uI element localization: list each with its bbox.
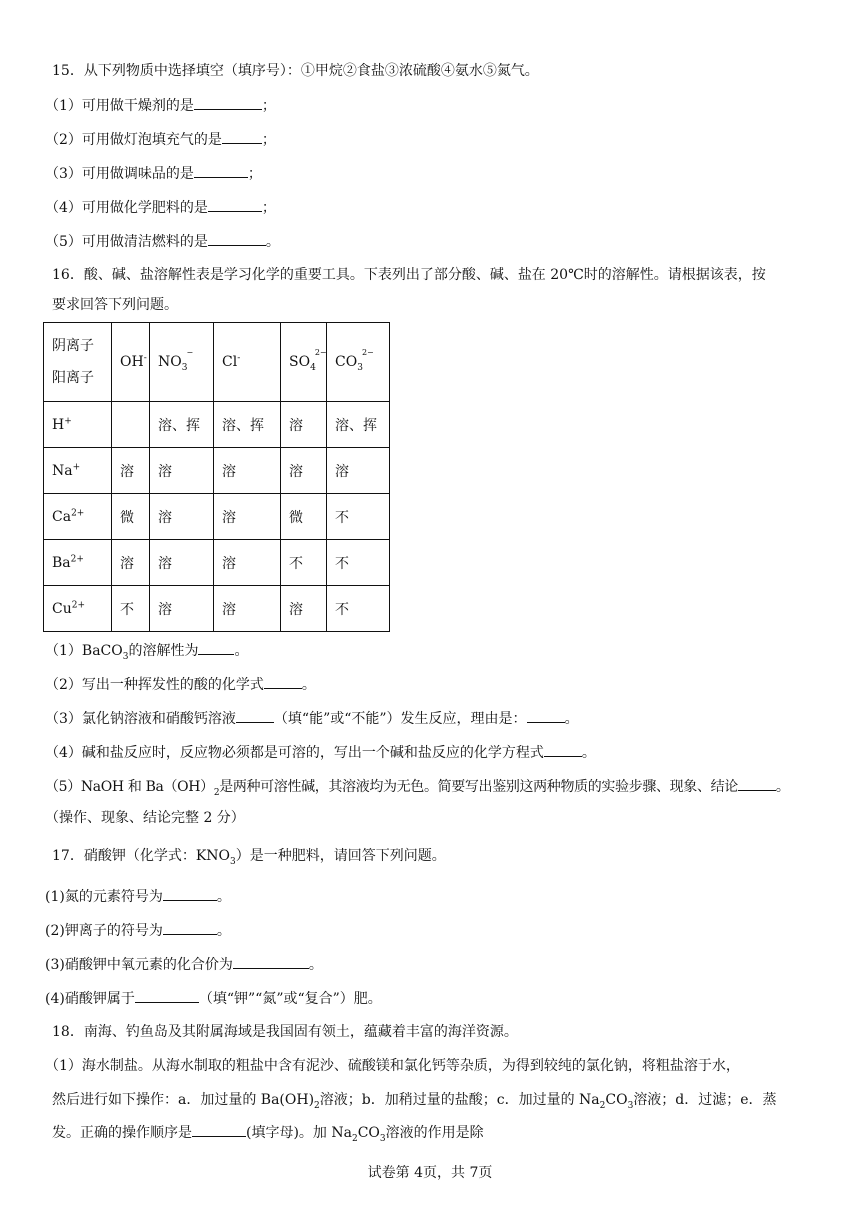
table-cell: 不 [327,586,390,632]
cation-cell: $Ba^{2+}$ [44,540,112,586]
q15-sub5: （5）可用做清洁燃料的是 。 [45,231,280,252]
q16-stem-line1: 16．酸、碱、盐溶解性表是学习化学的重要工具。下表列出了部分酸、碱、盐在 20℃时的溶解性。请根据该表，按 [52,267,766,283]
answer-blank[interactable] [163,886,217,901]
table-cell: 溶 [281,402,327,448]
table-cell: 不 [112,586,150,632]
table-cell: 溶 [112,448,150,494]
table-row [44,448,390,494]
solubility-table [43,322,390,632]
table-cell: 不 [327,540,390,586]
table-cell: 溶 [150,494,214,540]
q17-sub3: (3)硝酸钾中氧元素的化合价为 。 [45,954,323,975]
page-footer: 试卷第 4页，共 7页 [367,1165,493,1181]
table-cell: 溶 [150,448,214,494]
q16-sub3: （3）氯化钠溶液和硝酸钙溶液 （填“能”或“不能”）发生反应，理由是： 。 [45,708,579,729]
answer-blank[interactable] [194,163,248,178]
answer-blank[interactable] [163,920,217,935]
table-cell: 溶 [214,494,281,540]
q15-sub1: （1）可用做干燥剂的是 ； [45,95,276,116]
anion-cl: Cl- [214,323,281,402]
cation-cell: H+ [44,402,112,448]
table-cell [112,402,150,448]
table-cell: 溶、挥 [327,402,390,448]
table-cell: 溶 [112,540,150,586]
table-cell: 溶 [214,448,281,494]
table-cell: 不 [281,540,327,586]
answer-blank[interactable] [264,674,302,689]
answer-blank[interactable] [192,1122,246,1137]
table-cell: 微 [112,494,150,540]
table-cell: 溶、挥 [214,402,281,448]
table-cell: 微 [281,494,327,540]
answer-blank[interactable] [236,708,274,723]
anion-no3: NO − $_3$ [150,323,214,402]
q16-sub1: （1）BaCO$_3$的溶解性为 。 [45,640,248,661]
q15-sub2: （2）可用做灯泡填充气的是 ； [45,129,276,150]
table-row [44,402,390,448]
table-cell: 溶 [150,540,214,586]
q17-sub4: (4)硝酸钾属于 （填“钾”“氮”或“复合”）肥。 [45,988,382,1009]
table-row [44,540,390,586]
table-cell: 溶 [214,540,281,586]
q16-sub4: （4）碱和盐反应时，反应物必须都是可溶的，写出一个碱和盐反应的化学方程式 。 [45,742,596,763]
q16-note: （操作、现象、结论完整 2 分） [45,810,245,826]
answer-blank[interactable] [198,640,234,655]
answer-blank[interactable] [194,95,262,110]
q17-sub2: (2)钾离子的符号为 。 [45,920,231,941]
answer-blank[interactable] [738,776,776,791]
q15-sub3: （3）可用做调味品的是 ； [45,163,262,184]
answer-blank[interactable] [527,708,565,723]
table-corner-cell: 阴离子 阳离子 [44,323,112,402]
q17-stem: 17．硝酸钾（化学式：$KNO_3$）是一种肥料，请回答下列问题。 [52,848,446,867]
anion-co3: CO 2− $_3$ [327,323,390,402]
answer-blank[interactable] [233,954,309,969]
q18-p3: 发。正确的操作顺序是 (填字母)。加 $Na_2CO_3$溶液的作用是除 [52,1122,484,1143]
table-cell: 溶 [214,586,281,632]
table-row [44,494,390,540]
q16-sub2: （2）写出一种挥发性的酸的化学式 。 [45,674,316,695]
table-cell: 不 [327,494,390,540]
answer-blank[interactable] [544,742,582,757]
answer-blank[interactable] [208,231,266,246]
q18-p2: 然后进行如下操作：a．加过量的 $Ba(OH)_2$溶液；b．加稍过量的盐酸；c．加过量的 $Na_2CO_3$溶液；d．过滤；e．蒸 [52,1092,777,1111]
cation-cell: $Cu^{2+}$ [44,586,112,632]
anion-so4: SO 2− $_4$ [281,323,327,402]
q16-stem-line2: 要求回答下列问题。 [52,297,178,313]
cation-cell: $Ca^{2+}$ [44,494,112,540]
anion-oh: OH- [112,323,150,402]
table-cell: 溶 [150,586,214,632]
answer-blank[interactable] [135,988,199,1003]
q18-p1: （1）海水制盐。从海水制取的粗盐中含有泥沙、硫酸镁和氯化钙等杂质，为得到较纯的氯化钠，将粗盐溶于水， [45,1058,740,1074]
q15-stem: 15．从下列物质中选择填空（填序号）：①甲烷②食盐③浓硫酸④氨水⑤氮气。 [52,63,539,79]
cation-cell: Na+ [44,448,112,494]
q18-stem: 18．南海、钓鱼岛及其附属海域是我国固有领土，蕴藏着丰富的海洋资源。 [52,1024,518,1040]
answer-blank[interactable] [222,129,262,144]
table-cell: 溶 [327,448,390,494]
table-cell: 溶、挥 [150,402,214,448]
q17-sub1: (1)氮的元素符号为 。 [45,886,231,907]
q16-sub5: （5）NaOH 和 $Ba(OH)_2$是两种可溶性碱，其溶液均为无色。简要写出鉴别这两种物质的实验步骤、现象、结论 。 [45,776,790,797]
answer-blank[interactable] [208,197,262,212]
table-row [44,586,390,632]
table-cell: 溶 [281,448,327,494]
table-cell: 溶 [281,586,327,632]
q15-sub4: （4）可用做化学肥料的是 ； [45,197,276,218]
table-header-row [44,323,390,402]
